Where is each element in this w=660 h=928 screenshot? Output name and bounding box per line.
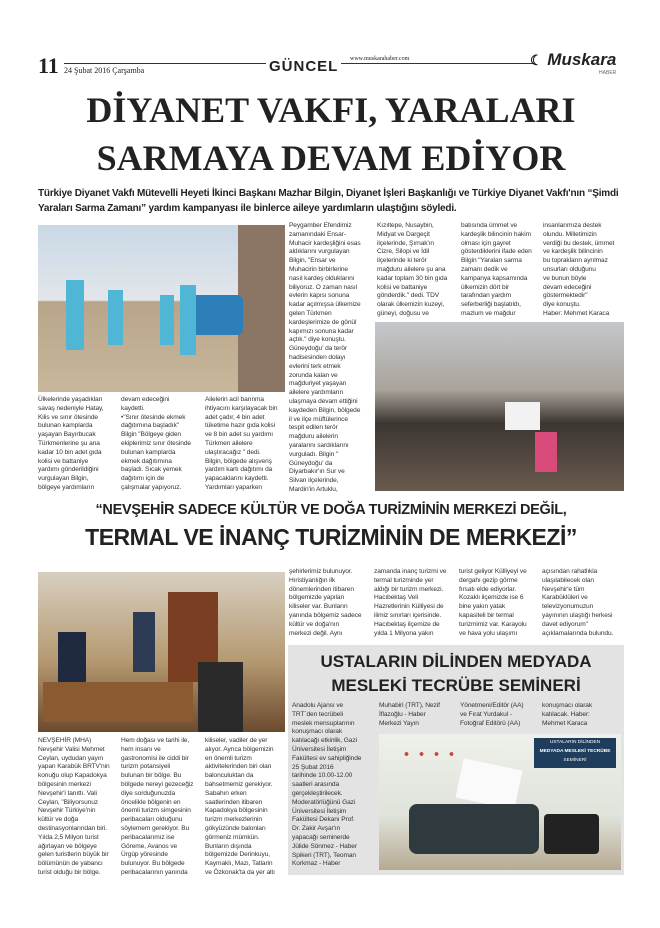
article-column: kiliseler, vadiler de yer alıyor. Ayrıca bölgemizin en önemli turizm aktivitelerinden biri olan balonculuktan da bahsetmemiz gerekiyor. Sabahın erken saatlerinden itibaren Kapadokya bölgesinin turizm merkezlerinin gökyüzünde balonları görmeniz mümkün. Bunların dışında bölgemizde Derinkuyu, Kaymaklı, Mazı, Tatlarin ve Özkonak'ta da yer altı — [205, 737, 275, 876]
article-column: Peygamber Efendimiz zamanındaki Ensar- Muhacir kardeşliğini esas aldıklarını vurgulayan Bilgin, "Ensar ve Muhacirin birbirlerine nasıl kardeş olduklarını biliyoruz. O zaman nasıl evlerin kapısı sonuna kadar açılmışsa ülkemize gelen Türkmen kardeşlerimize de gönül kapımızı sonuna kadar açtık." diye konuştu. Güneydoğu' da terör hadisesinden dolayı evlerini terk etmek zorunda kalan ve mağduriyet yaşayan ailelere yardımların ulaşmaya devam ettiğini kaydeden Bilgin, bölgede il ve ilçe müftülerince tespit edilen terör mağduru ailelerin yaralarını sardıklarını vurguladı. Bilgin " Güneydoğu' da Diyarbakır'ın Sur ve Silvan ilçelerinde, Mardin'in Artuklu, — [289, 222, 361, 493]
headline-line-2: SARMAYA DEVAM EDİYOR — [96, 138, 566, 178]
article-deck: Türkiye Diyanet Vakfı Mütevelli Heyeti İkinci Başkanı Mazhar Bilgin, Diyanet İşleri Başkanlığı ve Türkiye Diyanet Vakfı'nın “Şimdi Yaraları Sarma Zamanı” yardım kampanyası ile binlerce aileye yardımların ulaştığını söyledi. — [38, 188, 619, 214]
page-number: 11 — [38, 53, 59, 78]
article-column: insanlarımıza destek olundu. Milletimizin verdiği bu destek, ümmet ve kardeşlik bilincinin bu toprakların ayrılmaz unsurları olduğunu ve bunun böyle devam edeceğini göstermektedir" diye konuştu. Haber: Mehmet Karaca — [543, 222, 615, 317]
seminar-poster — [379, 734, 621, 870]
article-column: Muhabiri (TRT), Nezif İflazoğlu - Haber Merkezi Yayın — [379, 702, 440, 727]
poster-line-1: USTALARIN DİLİNDEN — [549, 740, 601, 745]
seminar-headline-1: USTALARIN DİLİNDEN MEDYADA — [320, 652, 592, 671]
article-column: Ülkelerinde yaşadıkları savaş nedeniyle Hatay, Kilis ve sınır ötesinde bulunan kamplarda yaşayan Bayırbucak Türkmenlerine şu ana kadar 10 bin adet gıda kolisi ve battaniye yardımı gönderildiğini vurgulayan Bilgin, bölgeye yardımların — [38, 396, 104, 491]
logo-subtext: HABER — [599, 70, 617, 76]
section-name: GÜNCEL — [266, 58, 341, 75]
photo-aid-workers — [38, 225, 285, 392]
headline2-line-1: “NEVŞEHİR SADECE KÜLTÜR VE DOĞA TURİZMİNİN MERKEZİ DEĞİL, — [95, 502, 567, 518]
poster-line-2: MEDYADA MESLEKİ TECRÜBE — [539, 749, 611, 754]
article-column: konuşmacı olarak katılacak. Haber: Mehmet Karaca — [542, 702, 593, 727]
article-column: devam edeceğini kaydetti. •"Sınır ötesinde ekmek dağıtımına başladık" Bilgin "Bölgeye giden ekiplerimiz sınır ötesinde bulunan kamplarda ekmek dağıtımına başladı. Sıcak yemek dağıtımı için de çalışmalar yapıyoruz. — [121, 396, 191, 491]
photo-governor-interview — [38, 572, 285, 732]
headline2-line-2: TERMAL VE İNANÇ TURİZMİNİN DE MERKEZİ” — [85, 524, 577, 550]
photo-aid-crowd — [375, 322, 624, 491]
article-column: Hem doğası ve tarihi ile, hem insanı ve gastronomisi ile ciddi bir turizm potansiyeli bulunan bir bölge. Bu bölgede nereyi gezeceğiz diye sorduğunuzda öncelikle bölgenin en önemli turizm simgesinin peribacaları olduğunu söylemem gerekiyor. Bu peribacalarımız ise Göreme, Avanos ve Ürgüp yöresinde bulunuyor. Bu bölgede peribacalarının yanında — [121, 737, 194, 876]
poster-line-3: SEMİNERİ — [563, 758, 587, 763]
website: www.muskarahaber.com — [350, 56, 410, 62]
poster-banner — [534, 738, 616, 768]
logo-mark-icon: ☾ — [530, 52, 543, 68]
article-column: Kızıltepe, Nusaybin, Midyat ve Dargeçit ilçelerinde, Şırnak'ın Cizre, Silopi ve İdil ilçelerinde ki terör mağduru ailelere şu ana kadar toplam 30 bin gıda kolisi ve battaniye gönderdik." dedi. TDV olarak ülkemizin kuzeyi, güneyi, doğusu ve — [377, 222, 448, 317]
article-column: batısında ümmet ve kardeşlik bilincinin hakim olması için gayret gösterdiklerini ifade eden Bilgin "Yaraları sarma zamanı dedik ve kampanya kapsamında ülkemizin dört bir tarafından yardım seferberliği başlatıldı, mazlum ve mağdur — [461, 222, 532, 317]
article-column: NEVŞEHİR (MHA) Nevşehir Valisi Mehmet Ceylan, uydudan yayın yapan Karabük BRTV'nin konuğu olup Kapadokya bölgesinin merkezi Nevşehir'i tanıttı. Vali Ceylan, "Biliyorsunuz Nevşehir Türkiye'nin kültür ve doğa destinasyonlarından biri. Yılda 2,5 Milyon turist ağırlayan ve bölgeye gelen turistlerin büyük bir bölümünün de yabancı turist olduğu bir bölge. — [38, 737, 110, 876]
article-column: şehirlerimiz bulunuyor. Hıristiyanlığın ilk dönemlerinden itibaren bölgemizde yapılan kiliseler var. Bunların yanında bölgemiz sadece kültür ve doğa'nın merkezi değil. Aynı — [289, 568, 362, 637]
article-column: turist geliyor Külliyeyi ve dergahı gezip görme fırsatı elde ediyorlar. Kozaklı ilçemizde ise 6 bine yakın yatak kapasiteli bir termal turizmimiz var. Karayolu ve hava yolu ulaşımı — [459, 568, 527, 637]
article-column: Yönetmeni/Editör (AA) ve Fırat Yurdakul - Fotoğraf Editörü (AA) — [460, 702, 524, 727]
article-column: açısından rahatlıkla ulaşılabilecek olan Nevşehir'e tüm Karabüklüleri ve televizyonumuzun yayınının ulaştığı herkesi davet ediyorum" açıklamalarında bulundu. — [542, 568, 614, 637]
camera-icon — [544, 814, 599, 854]
seminar-headline-2: MESLEKİ TECRÜBE SEMİNERİ — [331, 676, 581, 695]
sponsor-logos-icon — [399, 749, 459, 759]
headline-line-1: DİYANET VAKFI, YARALARI — [86, 90, 576, 130]
typewriter-icon — [409, 804, 539, 854]
logo-text: Muskara — [547, 50, 617, 69]
newspaper-logo — [530, 50, 616, 76]
article-column: Ailelerin acil barınma ihtiyacını karşılayacak bin adet çadır, 4 bin adet tüketime hazır gıda kolisi ve 8 bin adet su yardımı Türkmen ailelere ulaştıracağız " dedi. Bilgin, bölgede alışveriş yardım kartı dağıtımı da yapacaklarını kaydetti. Yardımları yaparken — [205, 396, 278, 491]
issue-date: 24 Şubat 2016 Çarşamba — [64, 66, 145, 75]
article-column: zamanda inanç turizmi ve termal turizminde yer aldığı bir turizm merkezi. Hacıbektaş Veli Hazretlerinin Külliyesi de ilimiz sınırları içerisinde. Hacıbektaş ilçemize de yılda 1 Milyona yakın — [374, 568, 447, 637]
article-column: Anadolu Ajansı ve TRT`den tecrübeli meslek mensuplarının konuşmacı olarak katılacağı etkinlik, Gazi Üniversitesi İletişim Fakültesi ev sahipliğinde 25 Şubat 2016 tarihinde 10.00-12.00 saatleri arasında gerçekleştirilecek. Moderatörlüğünü Gazi Üniversitesi İletişim Fakültesi Dekanı Prof. Dr. Zakir Avşar'ın yapacağı seminerde Jülide Sönmez - Haber Spikeri (TRT), Teoman Korkmaz - Haber — [292, 702, 362, 868]
paper-sheet — [455, 758, 522, 810]
